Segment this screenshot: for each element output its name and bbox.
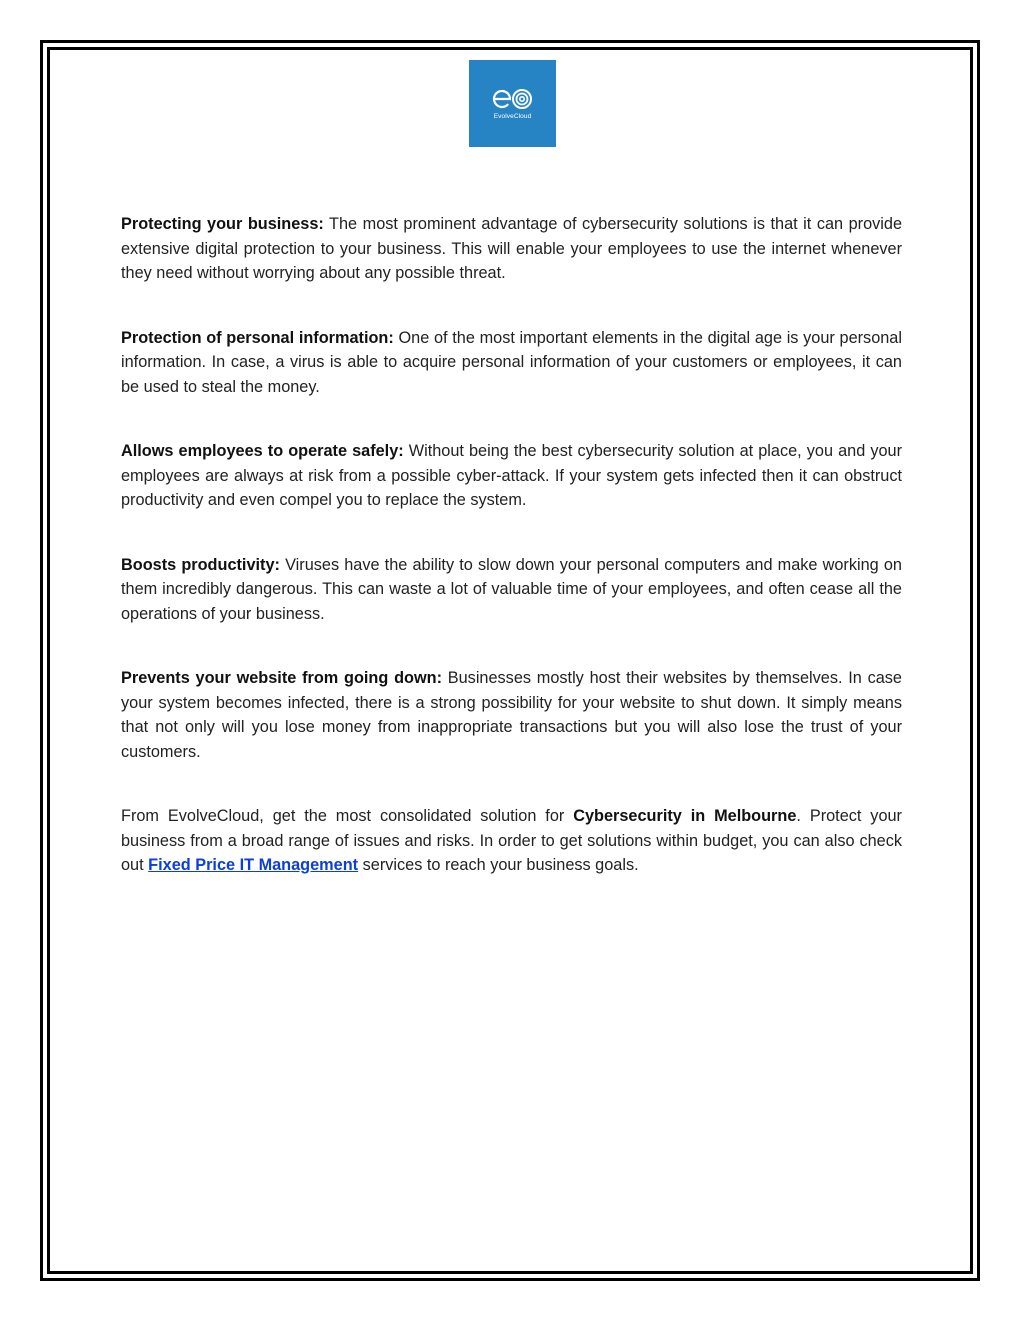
paragraph-personal-information xyxy=(121,326,902,400)
paragraph-text: Businesses mostly host their websites by themselves. In case your system becomes infected, there is a strong possibility for your website to shut down. It simply means that not only will you lose money from inappropriate transactions but you will also lose the trust of your customers. xyxy=(121,669,902,761)
closing-bold-phrase: Cybersecurity in Melbourne xyxy=(573,807,797,825)
paragraph-heading: Protection of personal information: xyxy=(121,328,394,347)
paragraph-protecting-business xyxy=(121,212,902,286)
logo-brand-text: EvolveCloud xyxy=(493,113,532,120)
paragraph-boosts-productivity xyxy=(121,553,902,627)
fixed-price-it-management-link[interactable]: Fixed Price IT Management xyxy=(148,856,359,874)
paragraph-text: Viruses have the ability to slow down your personal computers and make working on them incredibly dangerous. This can waste a lot of valuable time of your employees, and often cease all the operations of your business. xyxy=(121,555,902,623)
paragraph-heading: Allows employees to operate safely: xyxy=(121,442,404,460)
closing-text-after: services to reach your business goals. xyxy=(358,856,639,874)
paragraph-text: One of the most important elements in the digital age is your personal information. In case, a virus is able to acquire personal information of your customers or employees, it can be used to steal the money. xyxy=(121,328,902,396)
paragraph-text: Without being the best cybersecurity solution at place, you and your employees are always at risk from a possible cyber-attack. If your system gets infected then it can obstruct productivity and even compel you to replace the system. xyxy=(121,442,902,509)
paragraph-closing xyxy=(121,804,902,878)
evolvecloud-logo xyxy=(469,60,556,147)
evolvecloud-logo-icon xyxy=(492,87,534,111)
closing-text-before: From EvolveCloud, get the most consolidated solution for xyxy=(121,807,574,825)
article-body xyxy=(121,212,902,918)
paragraph-website-down xyxy=(121,666,902,764)
paragraph-heading: Prevents your website from going down: xyxy=(121,669,442,687)
closing-text-middle: . Protect your business from a broad range of issues and risks. In order to get solutions within budget, you can also check out xyxy=(121,807,902,874)
paragraph-heading: Protecting your business: xyxy=(121,215,324,233)
paragraph-heading: Boosts productivity: xyxy=(121,555,280,574)
paragraph-operate-safely xyxy=(121,439,902,513)
paragraph-text: The most prominent advantage of cybersecurity solutions is that it can provide extensive digital protection to your business. This will enable your employees to use the internet whenever they need without worrying about any possible threat. xyxy=(121,215,902,282)
